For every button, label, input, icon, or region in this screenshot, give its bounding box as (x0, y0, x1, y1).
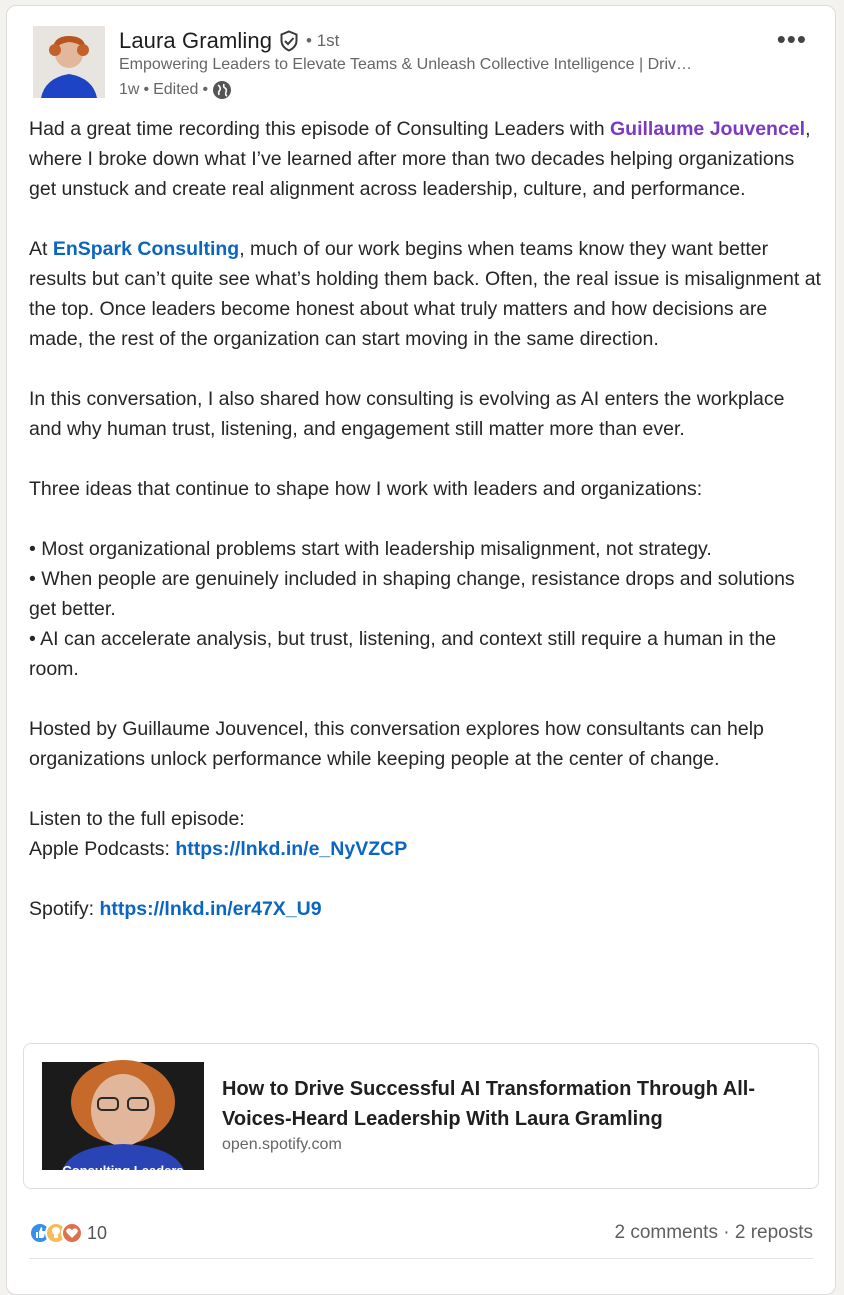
preview-thumbnail[interactable] (42, 1062, 204, 1178)
author-headline: Empowering Leaders to Elevate Teams & Unleash Collective Intelligence | Driv… (119, 56, 693, 73)
paragraph-4: Three ideas that continue to shape how I work with leaders and organizations: (29, 478, 703, 500)
reposts-count[interactable]: 2 reposts (734, 1222, 813, 1243)
post-body (29, 114, 821, 924)
bullet-item: • When people are genuinely included in shaping change, resistance drops and solutions get better. (29, 568, 795, 620)
engagement-stats (614, 1222, 813, 1244)
love-icon (61, 1222, 83, 1244)
text: , where I broke down what I’ve learned after more than two decades helping organizations get unstuck and create real alignment across leadership, culture, and performance. (29, 118, 811, 200)
comments-count[interactable]: 2 comments (614, 1222, 718, 1243)
author-avatar[interactable] (33, 26, 105, 98)
more-options-icon[interactable]: ••• (776, 24, 807, 54)
thumbnail-caption: Consulting Leaders (62, 1163, 184, 1178)
edited-label: Edited (153, 81, 199, 98)
paragraph-6: Listen to the full episode: (29, 808, 245, 830)
text: At (29, 238, 53, 260)
text: Apple Podcasts: (29, 838, 176, 860)
text: , much of our work begins when teams know they want better results but can’t quite see what’s holding them back. Often, the real issue is misalignment at the top. Once leaders become honest about what truly matters and how decisions are made, the rest of the organization can start moving in the same direction. (29, 238, 821, 350)
bullet-item: • AI can accelerate analysis, but trust, listening, and context still require a human in the room. (29, 628, 777, 680)
globe-icon (212, 80, 232, 100)
meta-separator: • (202, 81, 209, 98)
meta-separator: • (143, 81, 150, 98)
spotify-link[interactable]: https://lnkd.in/er47X_U9 (99, 898, 322, 920)
text: Spotify: (29, 898, 100, 920)
verified-icon (278, 30, 300, 52)
apple-podcasts-line (29, 834, 821, 864)
mention-enspark-consulting[interactable]: EnSpark Consulting (52, 238, 240, 260)
paragraph-2 (29, 234, 821, 354)
preview-domain: open.spotify.com (222, 1136, 342, 1153)
divider (29, 1258, 813, 1259)
paragraph-3: In this conversation, I also shared how consulting is evolving as AI enters the workplace and why human trust, listening, and engagement still matter more than ever. (29, 388, 785, 440)
bullet-item: • Most organizational problems start with leadership misalignment, not strategy. (29, 538, 712, 560)
post-header (33, 26, 815, 106)
paragraph-1 (29, 114, 821, 204)
text: Had a great time recording this episode of Consulting Leaders with (29, 118, 610, 140)
reactions-summary[interactable] (29, 1222, 107, 1244)
spotify-line (29, 894, 821, 924)
post-time: 1w (119, 81, 140, 98)
connection-degree: • 1st (306, 31, 340, 50)
social-counts-bar (29, 1218, 813, 1248)
link-preview-card[interactable] (23, 1043, 819, 1189)
post-card (6, 5, 836, 1295)
post-meta (119, 80, 232, 100)
paragraph-5: Hosted by Guillaume Jouvencel, this conversation explores how consultants can help organizations unlock performance while keeping people at the center of change. (29, 718, 764, 770)
reaction-count[interactable]: 10 (87, 1222, 108, 1243)
apple-podcasts-link[interactable]: https://lnkd.in/e_NyVZCP (175, 838, 408, 860)
mention-guillaume-jouvencel[interactable]: Guillaume Jouvencel (610, 118, 806, 140)
author-name[interactable]: Laura Gramling (119, 28, 273, 53)
preview-title[interactable]: How to Drive Successful AI Transformation Through All-Voices-Heard Leadership With Laura Gramling (222, 1078, 756, 1130)
stats-separator: · (723, 1222, 730, 1243)
